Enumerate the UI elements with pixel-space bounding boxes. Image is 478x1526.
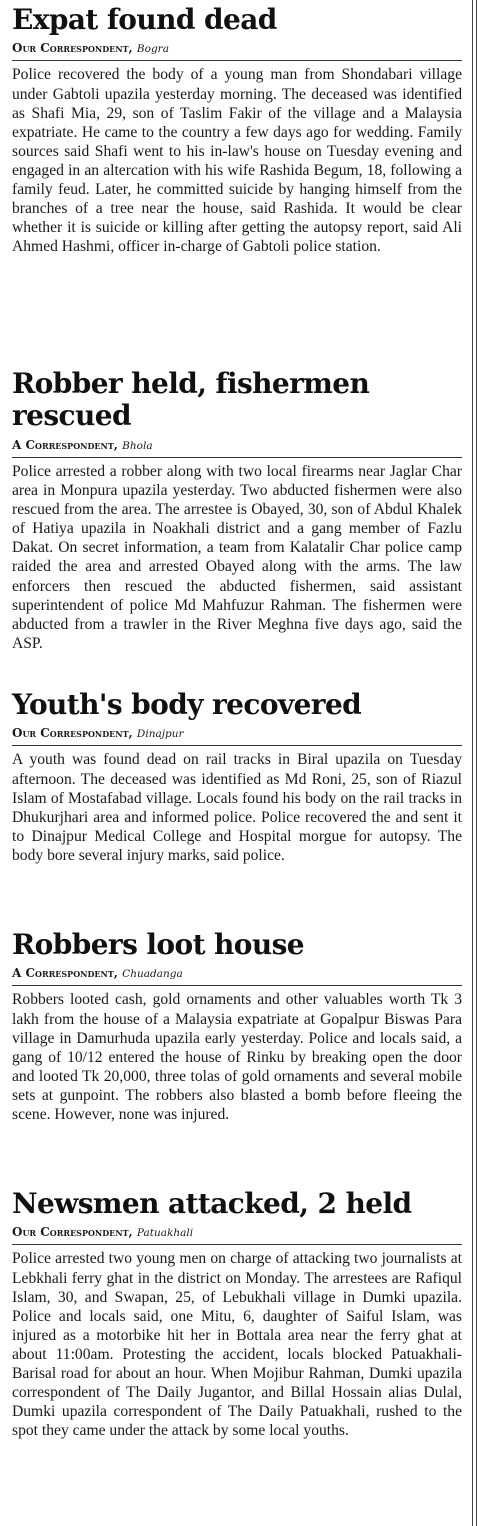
article-body: Police arrested two young men on charge of attacking two journalists at Lebkhali ferry ghat in the district on Monday. The arrestees are Rafiqul Islam, 30, and Swapan, 25, of Lebukhali village in Dumki upazila. Police and locals said, one Mitu, 6, daughter of Saiful Islam, was injured as a motorbike hit her in Bottala area near the ferry ghat at about 11:00am. Protesting the accident, locals blocked Patuakhali-Barisal road for about an hour. When Mojibur Rahman, Dumki upazila correspondent of The Daily Jugantor, and Billal Hossain alias Dulal, Dumki upazila correspondent of The Daily Patuakhali, rushed to the spot they came under the attack by some local youths. (12, 1250, 462, 1440)
column-rule (472, 0, 477, 1526)
headline: Robbers loot house (12, 928, 305, 961)
article-body: Police arrested a robber along with two local firearms near Jaglar Char area in Monpura upazila yesterday. Two abducted fishermen were also rescued from the area. The arrestee is Obayed, 30, son of Abdul Khalek of Hatiya upazila in Noakhali district and a gang member of Fazlu Dakat. On secret information, a team from Kalatalir Char police camp raided the area and arrested Obayed along with the arms. The law enforcers then rescued the abducted fishermen, said assistant superintendent of police Md Mahfuzur Rahman. The fishermen were abducted from a trawler in the River Meghna five days ago, said the ASP. (12, 462, 462, 652)
article-expat-found-dead (12, 4, 462, 256)
byline-author: Our Correspondent, (12, 41, 133, 56)
headline: Robber held, fishermen rescued (12, 367, 370, 433)
byline-author: Our Correspondent, (12, 1225, 133, 1240)
byline-place: Bhola (122, 439, 153, 452)
headline: Expat found dead (12, 3, 277, 36)
article-robbers-loot-house (12, 929, 462, 1124)
article-robber-held (12, 368, 462, 653)
byline-place: Bogra (136, 43, 169, 56)
byline (12, 723, 462, 746)
byline (12, 435, 462, 458)
byline-place: Dinajpur (136, 728, 184, 741)
headline: Newsmen attacked, 2 held (12, 1187, 412, 1220)
byline-place: Patuakhali (136, 1227, 194, 1240)
byline-author: A Correspondent, (12, 966, 118, 981)
byline (12, 963, 462, 986)
article-body: A youth was found dead on rail tracks in Biral upazila on Tuesday afternoon. The deceased was identified as Md Roni, 25, son of Riazul Islam of Mostafabad village. Locals found his body on the rail tracks in Dhukurjhari area and informed police. Police recovered the and sent it to Dinajpur Medical College and Hospital morgue for autopsy. The body bore several injury marks, said police. (12, 751, 462, 864)
byline-author: Our Correspondent, (12, 726, 133, 741)
byline-place: Chuadanga (122, 968, 183, 981)
article-newsmen-attacked (12, 1188, 462, 1440)
article-youths-body-recovered (12, 689, 462, 865)
byline-author: A Correspondent, (12, 437, 118, 452)
article-body: Police recovered the body of a young man from Shondabari village under Gabtoli upazila yesterday morning. The deceased was identified as Shafi Mia, 29, son of Taslim Fakir of the village and a Malaysia expatriate. He came to the country a few days ago for wedding. Family sources said Shafi went to his in-law's house on Tuesday evening and engaged in an altercation with his wife Rashida Begum, 18, following a family feud. Later, he committed suicide by hanging himself from the branches of a tree near the house, said Rashida. It would be clear whether it is suicide or killing after getting the autopsy report, said Ali Ahmed Hashmi, officer in-charge of Gabtoli police station. (12, 66, 462, 256)
byline (12, 1222, 462, 1245)
headline: Youth's body recovered (12, 688, 362, 721)
byline (12, 38, 462, 61)
article-body: Robbers looted cash, gold ornaments and other valuables worth Tk 3 lakh from the house of a Malaysia expatriate at Gopalpur Biswas Para village in Damurhuda upazila early yesterday. Police and locals said, a gang of 10/12 entered the house of Rinku by breaking open the door and looted Tk 20,000, three tolas of gold ornaments and several mobile sets at gunpoint. The robbers also blasted a bomb before fleeing the scene. However, none was injured. (12, 991, 462, 1124)
